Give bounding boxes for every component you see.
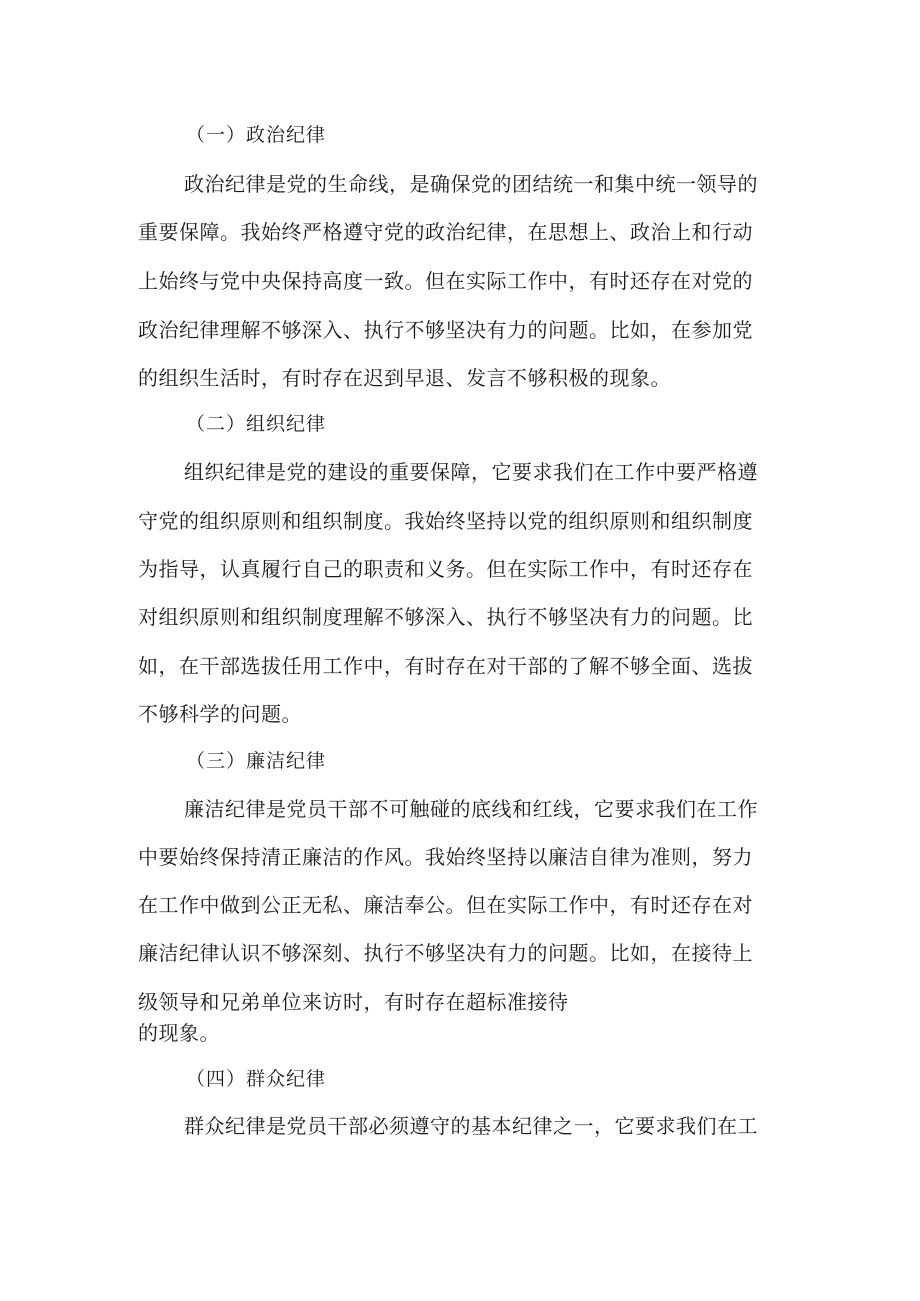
paragraph-line: 廉洁纪律是党员干部不可触碰的底线和红线，它要求我们在工作: [184, 797, 758, 821]
paragraph-line: 上始终与党中央保持高度一致。但在实际工作中，有时还存在对党的: [138, 269, 753, 293]
section-heading-2: （二）组织纪律: [186, 413, 327, 435]
paragraph-line: 对组织原则和组织制度理解不够深入、执行不够坚决有力的问题。比: [138, 605, 753, 629]
paragraph-line: 为指导，认真履行自己的职责和义务。但在实际工作中，有时还存在: [138, 557, 753, 581]
paragraph-line: 中要始终保持清正廉洁的作风。我始终坚持以廉洁自律为准则，努力: [138, 845, 753, 869]
section-heading-4: （四）群众纪律: [186, 1068, 327, 1090]
paragraph-line: 的组织生活时，有时存在迟到早退、发言不够积极的现象。: [138, 366, 671, 390]
paragraph-line: 政治纪律理解不够深入、执行不够坚决有力的问题。比如，在参加党: [138, 318, 753, 342]
paragraph-line: 不够科学的问题。: [138, 702, 302, 726]
paragraph-line: 的现象。: [138, 1021, 220, 1045]
paragraph-line: 组织纪律是党的建设的重要保障，它要求我们在工作中要严格遵: [184, 460, 758, 484]
section-heading-3: （三）廉洁纪律: [186, 750, 327, 772]
paragraph-line: 重要保障。我始终严格遵守党的政治纪律，在思想上、政治上和行动: [138, 220, 753, 244]
paragraph-line: 级领导和兄弟单位来访时，有时存在超标准接待: [138, 990, 569, 1014]
paragraph-line: 群众纪律是党员干部必须遵守的基本纪律之一，它要求我们在工: [184, 1114, 758, 1138]
paragraph-line: 政治纪律是党的生命线，是确保党的团结统一和集中统一领导的: [184, 172, 758, 196]
paragraph-line: 如，在干部选拔任用工作中，有时存在对干部的了解不够全面、选拔: [138, 654, 753, 678]
paragraph-line: 在工作中做到公正无私、廉洁奉公。但在实际工作中，有时还存在对: [138, 893, 753, 917]
paragraph-line: 守党的组织原则和组织制度。我始终坚持以党的组织原则和组织制度: [138, 509, 753, 533]
paragraph-line: 廉洁纪律认识不够深刻、执行不够坚决有力的问题。比如，在接待上: [138, 941, 753, 965]
section-heading-1: （一）政治纪律: [186, 124, 327, 146]
